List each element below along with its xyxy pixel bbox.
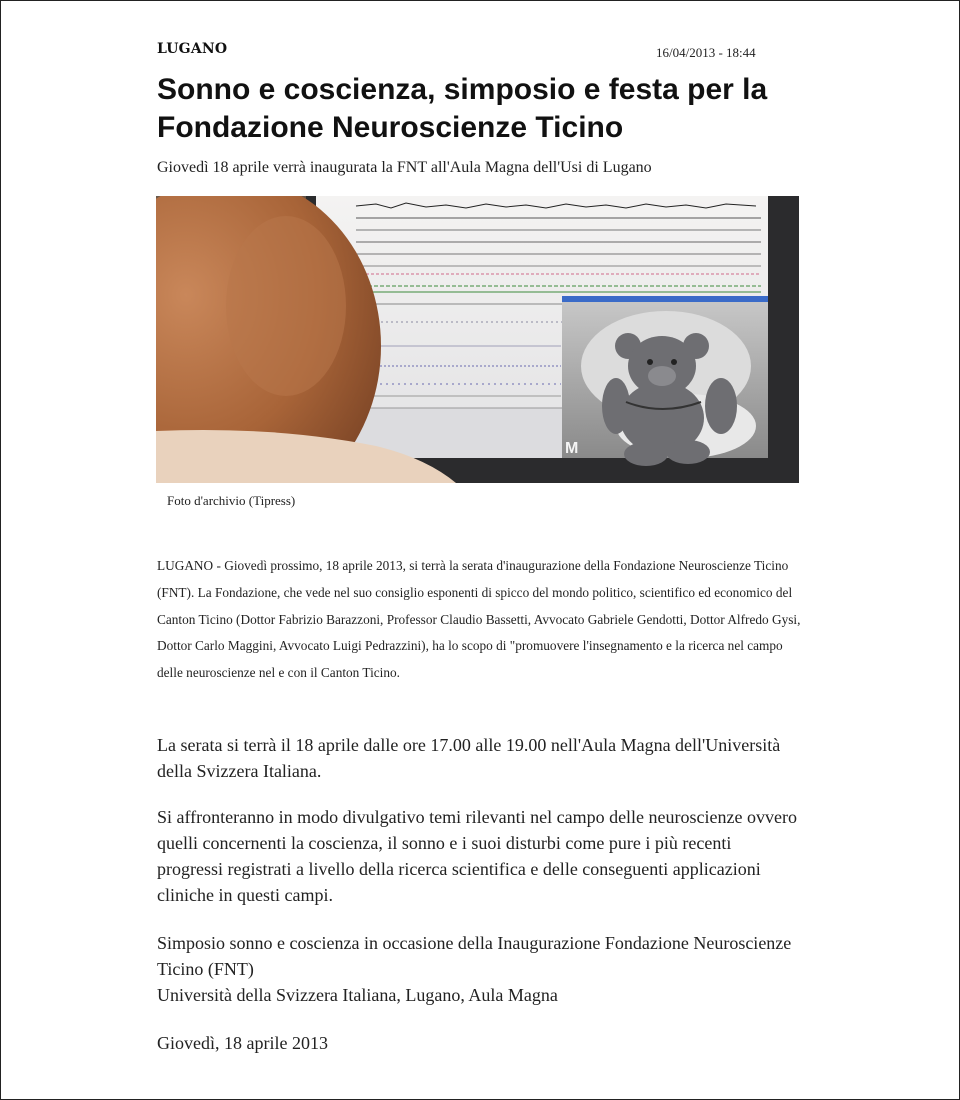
article-photo bbox=[156, 196, 799, 483]
paragraph-topics: Si affronteranno in modo divulgativo temi rilevanti nel campo delle neuroscienze ovvero quelli concernenti la coscienza, il sonno e i suoi disturbi come pure i più recenti progressi registrati a livello della ricerca scientifica e delle conseguenti applicazioni cliniche in questi campi. bbox=[157, 807, 797, 905]
paragraph-schedule: La serata si terrà il 18 aprile dalle ore 17.00 alle 19.00 nell'Aula Magna dell'Università della Svizzera Italiana. bbox=[157, 735, 781, 781]
event-location: Università della Svizzera Italiana, Lugano, Aula Magna bbox=[157, 985, 558, 1005]
event-date: Giovedì, 18 aprile 2013 bbox=[157, 1033, 328, 1053]
camera-label-text: M bbox=[565, 440, 579, 457]
article-subtitle: Giovedì 18 aprile verrà inaugurata la FNT all'Aula Magna dell'Usi di Lugano bbox=[157, 159, 652, 176]
location-kicker: LUGANO bbox=[157, 41, 228, 57]
article-lead: LUGANO - Giovedì prossimo, 18 aprile 2013, si terrà la serata d'inaugurazione della Fondazione Neuroscienze Ticino (FNT). La Fondazione, che vede nel suo consiglio esponenti di spicco del mondo politico, scientifico ed economico del Canton Ticino (Dottor Fabrizio Barazzoni, Professor Claudio Bassetti, Avvocato Gabriele Gendotti, Dottor Alfredo Gysi, Dottor Carlo Maggini, Avvocato Luigi Pedrazzini), ha lo scopo di "promuovere l'insegnamento e la ricerca nel campo delle neuroscienze nel e con il Canton Ticino. bbox=[157, 558, 801, 681]
event-title: Simposio sonno e coscienza in occasione della Inaugurazione Fondazione Neuroscienze Ticino (FNT) bbox=[157, 933, 792, 979]
article-title: Sonno e coscienza, simposio e festa per la Fondazione Neuroscienze Ticino bbox=[157, 73, 768, 144]
event-details bbox=[157, 930, 797, 1008]
photo-caption: Foto d'archivio (Tipress) bbox=[167, 493, 296, 508]
photo-illustration bbox=[156, 196, 799, 483]
publish-datestamp: 16/04/2013 - 18:44 bbox=[656, 45, 756, 60]
